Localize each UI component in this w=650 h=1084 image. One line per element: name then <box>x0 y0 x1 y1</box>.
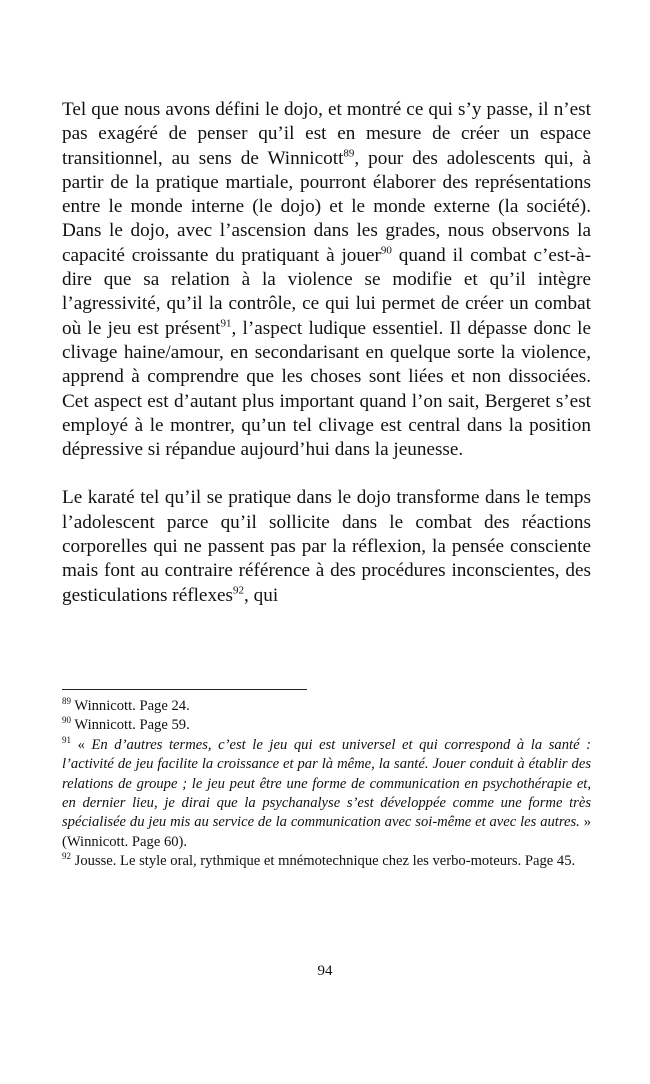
footnote-divider <box>62 689 307 690</box>
footnote-quote-close: » (Winnicott. Page 60). <box>62 814 591 850</box>
footnote-91 <box>62 736 591 852</box>
paragraph-1-text-b: , pour des adolescents qui, à partir de la pratique martiale, pourront élaborer des représentations entre le monde interne (le dojo) et le monde externe (la société). Dans le dojo, avec l’ascension dans les grades, nous observons la capacité croissante du pratiquant à jouer <box>62 147 591 266</box>
page-body <box>62 98 591 608</box>
footnote-number: 89 <box>62 696 71 707</box>
footnote-text: Winnicott. Page 59. <box>71 717 190 734</box>
footnote-ref-90[interactable]: 90 <box>380 244 392 257</box>
footnote-ref-91[interactable]: 91 <box>220 317 232 330</box>
paragraph-2 <box>62 486 591 607</box>
footnote-89 <box>62 697 591 716</box>
footnote-number: 90 <box>62 715 71 726</box>
footnote-quote-open: « <box>71 736 92 753</box>
page-number: 94 <box>317 963 333 979</box>
footnote-92 <box>62 852 591 871</box>
paragraph-2-text-a: Le karaté tel qu’il se pratique dans le dojo transforme dans le temps l’adolescent parce qu’il sollicite dans le combat des réactions corporelles qui ne passent pas par la réflexion, la pensée consciente mais font au contraire référence à des procédures inconscientes, des gesticulations réflexes <box>62 487 591 606</box>
paragraph-1-text-a: Tel que nous avons défini le dojo, et montré ce qui s’y passe, il n’est pas exagéré de penser qu’il est en mesure de créer un espace transitionnel, au sens de Winnicott <box>62 99 591 169</box>
footnotes-section <box>62 697 591 872</box>
paragraph-1-text-c: quand il combat c’est-à-dire que sa relation à la violence se modifie et qu’il intègre l’agressivité, qu’il la contrôle, ce qui lui permet de créer un combat où le jeu est présent <box>62 244 591 339</box>
footnote-number: 92 <box>62 851 71 862</box>
footnote-90 <box>62 716 591 735</box>
footnote-quote: En d’autres termes, c’est le jeu qui est universel et qui correspond à la santé : l’activité de jeu facilite la croissance et par là même, la santé. Jouer conduit à établir des relations de groupe ; le jeu peut être une forme de communication en psychothérapie et, en dernier lieu, je dirai que la psychanalyse s’est développée comme une forme très spécialisée du jeu mis au service de la communication avec soi-même et avec les autres. <box>62 736 591 831</box>
footnote-ref-92[interactable]: 92 <box>233 584 245 597</box>
paragraph-2-text-b: , qui <box>244 584 279 606</box>
footnote-text: Winnicott. Page 24. <box>71 698 190 714</box>
footnote-ref-89[interactable]: 89 <box>343 147 355 160</box>
footnote-text: Jousse. Le style oral, rythmique et mnémotechnique chez les verbo-moteurs. Page 45. <box>71 853 576 870</box>
paragraph-1-text-d: , l’aspect ludique essentiel. Il dépasse donc le clivage haine/amour, en secondarisant en quelque sorte la violence, apprend à comprendre que les choses sont liées et non dissociées. Cet aspect est d’autant plus important quand l’on sait, Bergeret s’est employé à le montrer, qu’un tel clivage est central dans la position dépressive si répandue aujourd’hui dans la jeunesse. <box>62 317 591 461</box>
footnote-number: 91 <box>62 734 71 745</box>
paragraph-1 <box>62 98 591 462</box>
